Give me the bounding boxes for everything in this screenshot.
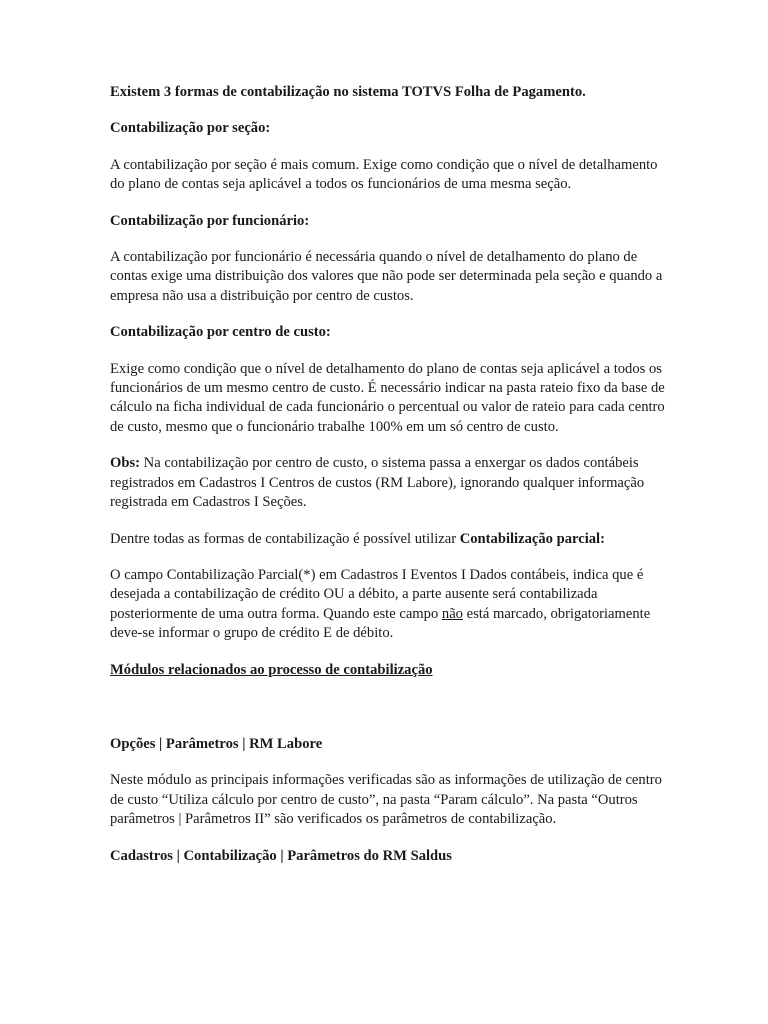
paragraph-opcoes: Neste módulo as principais informações verificadas são as informações de utilização de centro de custo “Utiliza cálculo por centro de custo”, na pasta “Param cálculo”. Na pasta “Outros parâmetros | Parâmetros II” são verificados os parâmetros de contabilização. — [110, 772, 662, 828]
heading-modulos: Módulos relacionados ao processo de contabilização — [110, 661, 433, 678]
parcial-intro: Dentre todas as formas de contabilização é possível utilizar — [110, 530, 460, 547]
document-page — [110, 83, 670, 883]
paragraph-campo — [110, 566, 670, 644]
heading-secao: Contabilização por seção: — [110, 120, 271, 137]
paragraph-obs — [110, 454, 670, 512]
campo-underlined: não — [441, 605, 463, 622]
spacer — [110, 697, 670, 735]
campo-text-after: está marcado, obrigatoriamente deve-se informar o grupo de crédito E de débito. — [110, 605, 651, 642]
heading-funcionario: Contabilização por funcionário: — [110, 212, 310, 229]
paragraph-parcial — [110, 530, 670, 549]
parcial-bold: Contabilização parcial: — [459, 530, 605, 547]
paragraph-centro-custo: Exige como condição que o nível de detalhamento do plano de contas seja aplicável a todos os funcionários de um mesmo centro de custo. É necessário indicar na pasta rateio fixo da base de cálculo na ficha individual de cada funcionário o percentual ou valor de rateio para cada centro de custo, mesmo que o funcionário trabalhe 100% em um só centro de custo. — [110, 360, 665, 435]
obs-text: Na contabilização por centro de custo, o sistema passa a enxergar os dados contábeis registrados em Cadastros I Centros de custos (RM Labore), ignorando qualquer informação registrada em Cadastros I Seções. — [110, 455, 645, 511]
campo-text-before: O campo Contabilização Parcial(*) em Cadastros I Eventos I Dados contábeis, indica que é desejada a contabilização de crédito OU a débito, a parte ausente será contabilizada posteriormente de uma outra forma. Quando este campo — [110, 566, 644, 622]
document-intro: Existem 3 formas de contabilização no sistema TOTVS Folha de Pagamento. — [110, 84, 586, 100]
heading-opcoes: Opções | Parâmetros | RM Labore — [110, 735, 323, 752]
paragraph-funcionario: A contabilização por funcionário é necessária quando o nível de detalhamento do plano de contas exige uma distribuição dos valores que não pode ser determinada pela seção e quando a empresa não usa a distribuição por centro de custos. — [110, 249, 663, 304]
heading-centro-custo: Contabilização por centro de custo: — [110, 324, 331, 341]
paragraph-secao: A contabilização por seção é mais comum. Exige como condição que o nível de detalhamento do plano de contas seja aplicável a todos os funcionários de uma mesma seção. — [110, 156, 658, 193]
obs-label: Obs: — [110, 455, 141, 472]
heading-cadastros: Cadastros | Contabilização | Parâmetros do RM Saldus — [110, 847, 452, 864]
